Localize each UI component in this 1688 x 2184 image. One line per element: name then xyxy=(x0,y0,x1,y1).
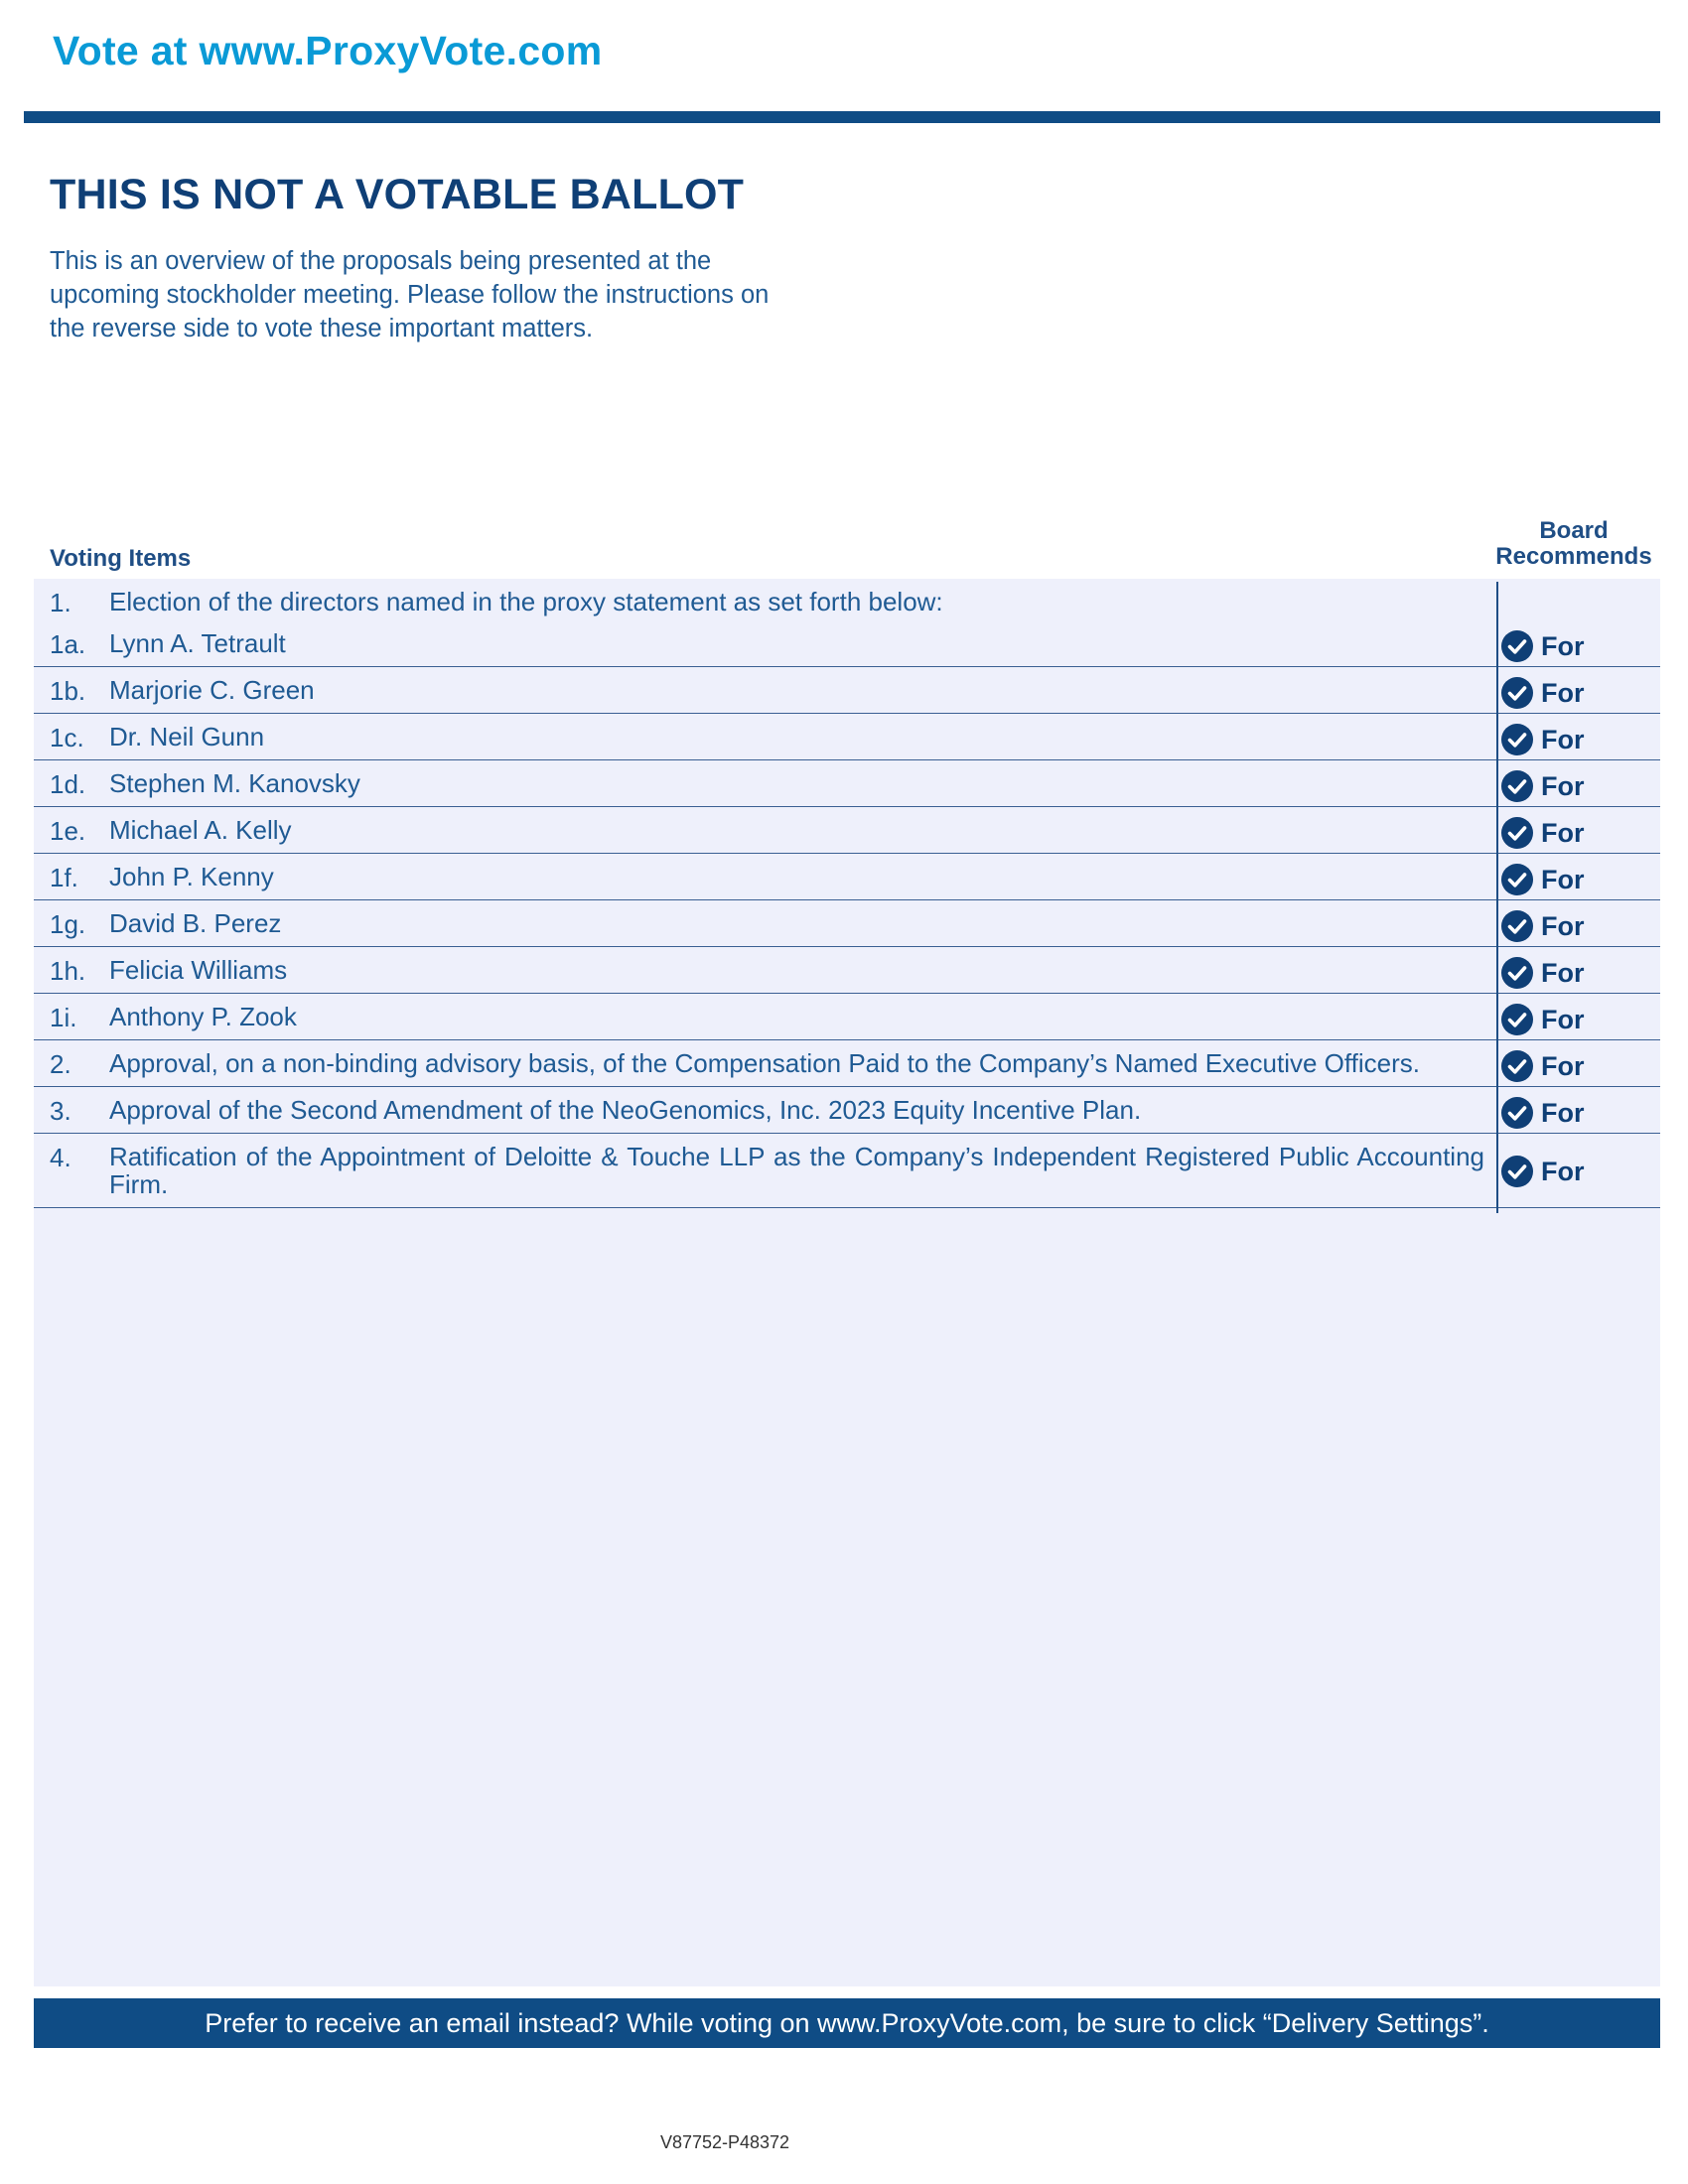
intro-line-2: upcoming stockholder meeting. Please follow the instructions on xyxy=(50,281,770,309)
header-divider xyxy=(24,111,1660,123)
not-votable-heading: THIS IS NOT A VOTABLE BALLOT xyxy=(50,171,745,218)
item-text: David B. Perez xyxy=(109,908,282,938)
item-text: Felicia Williams xyxy=(109,955,288,985)
item-number: 1h. xyxy=(50,956,86,986)
board-recommendation xyxy=(1501,630,1585,662)
document-code: V87752-P48372 xyxy=(659,2132,790,2152)
table-row xyxy=(34,947,1660,994)
table-row xyxy=(34,1134,1660,1208)
check-circle-icon xyxy=(1501,864,1533,895)
check-circle-icon xyxy=(1501,1097,1533,1129)
item-number: 1. xyxy=(50,588,71,617)
item-text: Stephen M. Kanovsky xyxy=(109,768,360,798)
item-text: Ratification of the Appointment of Deloitte & Touche LLP as the Company’s Independent Registered Public Accounting Firm. xyxy=(109,1142,1484,1199)
item-text: Anthony P. Zook xyxy=(109,1002,297,1031)
item-text: Approval of the Second Amendment of the NeoGenomics, Inc. 2023 Equity Incentive Plan. xyxy=(109,1095,1142,1125)
recommendation-label: For xyxy=(1541,1156,1585,1186)
recommendation-label: For xyxy=(1541,724,1585,754)
recommendation-label: For xyxy=(1541,630,1585,661)
voting-items-table xyxy=(34,579,1660,1208)
board-recommendation xyxy=(1501,1156,1585,1187)
item-number: 1g. xyxy=(50,909,86,939)
table-row xyxy=(34,994,1660,1040)
item-number: 1a. xyxy=(50,629,86,659)
item-text: John P. Kenny xyxy=(109,862,274,891)
check-circle-icon xyxy=(1501,770,1533,802)
voting-rows xyxy=(34,620,1660,1208)
item-number: 2. xyxy=(50,1049,71,1079)
check-circle-icon xyxy=(1501,1156,1533,1187)
item-number: 3. xyxy=(50,1096,71,1126)
table-row xyxy=(34,667,1660,714)
table-row-intro xyxy=(34,579,1660,620)
table-row xyxy=(34,854,1660,900)
check-circle-icon xyxy=(1501,1004,1533,1035)
item-text: Michael A. Kelly xyxy=(109,815,292,845)
board-header-line-2: Recommends xyxy=(1495,543,1652,570)
proxyvote-title: Vote at www.ProxyVote.com xyxy=(53,28,603,73)
board-recommendation xyxy=(1501,910,1585,942)
item-number: 1c. xyxy=(50,723,84,752)
recommendation-label: For xyxy=(1541,770,1585,801)
table-row xyxy=(34,1040,1660,1087)
item-text: Dr. Neil Gunn xyxy=(109,722,265,751)
check-circle-icon xyxy=(1501,1050,1533,1082)
recommendation-label: For xyxy=(1541,677,1585,708)
recommendation-column-divider xyxy=(1496,582,1498,1213)
board-recommendation xyxy=(1501,1097,1585,1129)
check-circle-icon xyxy=(1501,817,1533,849)
item-text: Lynn A. Tetrault xyxy=(109,628,286,658)
delivery-settings-banner: Prefer to receive an email instead? While voting on www.ProxyVote.com, be sure to click “Delivery Settings”. xyxy=(34,1998,1660,2048)
recommendation-label: For xyxy=(1541,957,1585,988)
item-number: 4. xyxy=(50,1143,71,1172)
voting-items-header: Voting Items xyxy=(50,545,192,572)
intro-paragraph xyxy=(50,244,844,345)
item-text: Approval, on a non-binding advisory basis, of the Compensation Paid to the Company’s Named Executive Officers. xyxy=(109,1048,1420,1078)
table-row xyxy=(34,714,1660,760)
table-row xyxy=(34,900,1660,947)
item-number: 1i. xyxy=(50,1003,77,1032)
recommendation-label: For xyxy=(1541,864,1585,894)
recommendation-label: For xyxy=(1541,817,1585,848)
check-circle-icon xyxy=(1501,724,1533,755)
board-recommendation xyxy=(1501,1004,1585,1035)
board-recommendation xyxy=(1501,770,1585,802)
board-recommendation xyxy=(1501,957,1585,989)
board-recommends-header xyxy=(1494,518,1653,570)
recommendation-label: For xyxy=(1541,1004,1585,1034)
intro-line-1: This is an overview of the proposals being presented at the xyxy=(50,247,712,275)
board-recommendation xyxy=(1501,1050,1585,1082)
check-circle-icon xyxy=(1501,630,1533,662)
check-circle-icon xyxy=(1501,957,1533,989)
table-row xyxy=(34,1087,1660,1134)
item-text: Marjorie C. Green xyxy=(109,675,315,705)
check-circle-icon xyxy=(1501,910,1533,942)
board-recommendation xyxy=(1501,724,1585,755)
table-row xyxy=(34,807,1660,854)
board-recommendation xyxy=(1501,817,1585,849)
board-recommendation xyxy=(1501,864,1585,895)
item-number: 1d. xyxy=(50,769,86,799)
item-number: 1f. xyxy=(50,863,78,892)
board-recommendation xyxy=(1501,677,1585,709)
item-text: Election of the directors named in the proxy statement as set forth below: xyxy=(109,587,943,616)
board-header-line-1: Board xyxy=(1539,517,1609,544)
item-number: 1e. xyxy=(50,816,86,846)
table-row xyxy=(34,760,1660,807)
recommendation-label: For xyxy=(1541,1050,1585,1081)
recommendation-label: For xyxy=(1541,1097,1585,1128)
check-circle-icon xyxy=(1501,677,1533,709)
table-row xyxy=(34,620,1660,667)
intro-line-3: the reverse side to vote these important matters. xyxy=(50,315,594,342)
recommendation-label: For xyxy=(1541,910,1585,941)
item-number: 1b. xyxy=(50,676,86,706)
